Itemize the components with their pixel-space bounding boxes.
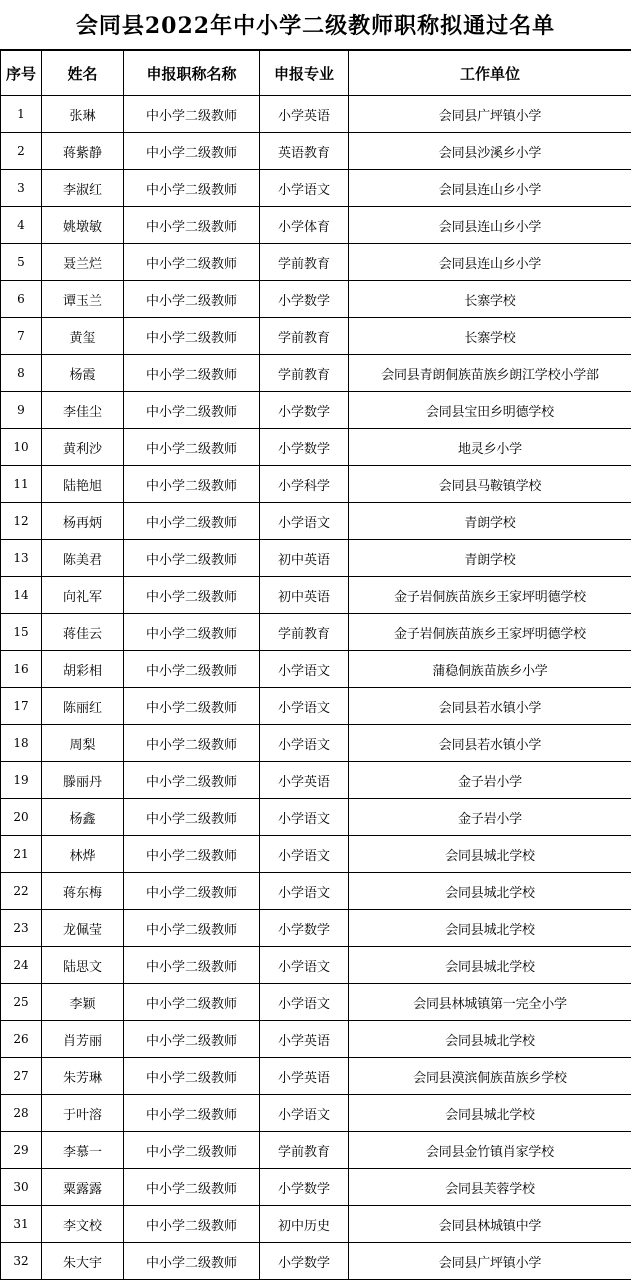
- cell-index: 25: [1, 984, 42, 1021]
- cell-title-applied: 中小学二级教师: [124, 836, 260, 873]
- cell-title-applied: 中小学二级教师: [124, 947, 260, 984]
- cell-major: 学前教育: [260, 318, 349, 355]
- cell-work-unit: 会同县金竹镇肖家学校: [349, 1132, 631, 1169]
- cell-work-unit: 会同县城北学校: [349, 910, 631, 947]
- cell-index: 4: [1, 207, 42, 244]
- cell-work-unit: 会同县连山乡小学: [349, 170, 631, 207]
- cell-title-applied: 中小学二级教师: [124, 1021, 260, 1058]
- cell-work-unit: 金子岩侗族苗族乡王家坪明德学校: [349, 577, 631, 614]
- cell-major: 学前教育: [260, 614, 349, 651]
- cell-index: 28: [1, 1095, 42, 1132]
- cell-name: 粟露露: [42, 1169, 124, 1206]
- cell-name: 李淑红: [42, 170, 124, 207]
- cell-name: 滕丽丹: [42, 762, 124, 799]
- cell-name: 谭玉兰: [42, 281, 124, 318]
- cell-index: 2: [1, 133, 42, 170]
- cell-major: 英语教育: [260, 133, 349, 170]
- cell-work-unit: 会同县连山乡小学: [349, 244, 631, 281]
- cell-name: 胡彩相: [42, 651, 124, 688]
- cell-title-applied: 中小学二级教师: [124, 799, 260, 836]
- cell-work-unit: 会同县连山乡小学: [349, 207, 631, 244]
- cell-name: 姚墩敏: [42, 207, 124, 244]
- cell-work-unit: 会同县城北学校: [349, 836, 631, 873]
- cell-major: 小学数学: [260, 1169, 349, 1206]
- cell-major: 小学语文: [260, 725, 349, 762]
- cell-title-applied: 中小学二级教师: [124, 762, 260, 799]
- cell-title-applied: 中小学二级教师: [124, 318, 260, 355]
- cell-name: 肖芳丽: [42, 1021, 124, 1058]
- table-row: [1, 170, 631, 207]
- cell-work-unit: 蒲稳侗族苗族乡小学: [349, 651, 631, 688]
- table-row: [1, 392, 631, 429]
- cell-name: 陈丽红: [42, 688, 124, 725]
- cell-major: 小学英语: [260, 1058, 349, 1095]
- cell-work-unit: 金子岩小学: [349, 762, 631, 799]
- cell-index: 17: [1, 688, 42, 725]
- cell-name: 杨鑫: [42, 799, 124, 836]
- cell-major: 小学语文: [260, 836, 349, 873]
- table-row: [1, 1058, 631, 1095]
- table-row: [1, 651, 631, 688]
- cell-title-applied: 中小学二级教师: [124, 207, 260, 244]
- cell-title-applied: 中小学二级教师: [124, 244, 260, 281]
- table-row: [1, 947, 631, 984]
- cell-work-unit: 地灵乡小学: [349, 429, 631, 466]
- cell-name: 张琳: [42, 96, 124, 133]
- cell-work-unit: 青朗学校: [349, 503, 631, 540]
- cell-major: 小学语文: [260, 984, 349, 1021]
- cell-work-unit: 会同县城北学校: [349, 873, 631, 910]
- table-row: [1, 244, 631, 281]
- cell-work-unit: 会同县沙溪乡小学: [349, 133, 631, 170]
- cell-index: 8: [1, 355, 42, 392]
- cell-index: 5: [1, 244, 42, 281]
- cell-major: 小学数学: [260, 281, 349, 318]
- header-name: 姓名: [42, 51, 124, 96]
- table-row: [1, 614, 631, 651]
- table-row: [1, 873, 631, 910]
- cell-major: 小学语文: [260, 1095, 349, 1132]
- table-row: [1, 799, 631, 836]
- cell-name: 杨霞: [42, 355, 124, 392]
- cell-major: 小学英语: [260, 96, 349, 133]
- cell-title-applied: 中小学二级教师: [124, 1132, 260, 1169]
- cell-name: 蒋紫静: [42, 133, 124, 170]
- cell-title-applied: 中小学二级教师: [124, 1058, 260, 1095]
- cell-name: 向礼军: [42, 577, 124, 614]
- table-row: [1, 984, 631, 1021]
- cell-index: 18: [1, 725, 42, 762]
- cell-work-unit: 青朗学校: [349, 540, 631, 577]
- cell-title-applied: 中小学二级教师: [124, 170, 260, 207]
- cell-title-applied: 中小学二级教师: [124, 392, 260, 429]
- cell-major: 学前教育: [260, 355, 349, 392]
- cell-major: 学前教育: [260, 244, 349, 281]
- cell-title-applied: 中小学二级教师: [124, 281, 260, 318]
- cell-name: 李文校: [42, 1206, 124, 1243]
- cell-name: 龙佩莹: [42, 910, 124, 947]
- cell-major: 小学语文: [260, 651, 349, 688]
- cell-work-unit: 会同县广坪镇小学: [349, 96, 631, 133]
- cell-index: 30: [1, 1169, 42, 1206]
- cell-major: 小学数学: [260, 910, 349, 947]
- cell-index: 27: [1, 1058, 42, 1095]
- cell-index: 23: [1, 910, 42, 947]
- table-row: [1, 96, 631, 133]
- cell-work-unit: 会同县城北学校: [349, 947, 631, 984]
- cell-name: 黄利沙: [42, 429, 124, 466]
- cell-title-applied: 中小学二级教师: [124, 1243, 260, 1280]
- cell-name: 黄玺: [42, 318, 124, 355]
- table-row: [1, 688, 631, 725]
- cell-title-applied: 中小学二级教师: [124, 96, 260, 133]
- cell-major: 初中英语: [260, 577, 349, 614]
- cell-work-unit: 会同县广坪镇小学: [349, 1243, 631, 1280]
- cell-name: 陆艳旭: [42, 466, 124, 503]
- cell-name: 朱芳琳: [42, 1058, 124, 1095]
- cell-major: 初中历史: [260, 1206, 349, 1243]
- cell-work-unit: 会同县林城镇第一完全小学: [349, 984, 631, 1021]
- cell-work-unit: 会同县漠滨侗族苗族乡学校: [349, 1058, 631, 1095]
- cell-name: 李慕一: [42, 1132, 124, 1169]
- table-row: [1, 725, 631, 762]
- cell-index: 32: [1, 1243, 42, 1280]
- cell-name: 朱大宇: [42, 1243, 124, 1280]
- cell-name: 周梨: [42, 725, 124, 762]
- cell-work-unit: 会同县城北学校: [349, 1095, 631, 1132]
- cell-work-unit: 会同县芙蓉学校: [349, 1169, 631, 1206]
- cell-title-applied: 中小学二级教师: [124, 873, 260, 910]
- cell-major: 学前教育: [260, 1132, 349, 1169]
- cell-work-unit: 长寨学校: [349, 281, 631, 318]
- cell-major: 小学语文: [260, 170, 349, 207]
- page-title: 会同县2022年中小学二级教师职称拟通过名单: [0, 0, 631, 50]
- cell-name: 陆思文: [42, 947, 124, 984]
- cell-work-unit: 金子岩小学: [349, 799, 631, 836]
- cell-work-unit: 金子岩侗族苗族乡王家坪明德学校: [349, 614, 631, 651]
- header-work-unit: 工作单位: [349, 51, 631, 96]
- cell-index: 13: [1, 540, 42, 577]
- table-row: [1, 836, 631, 873]
- table-row: [1, 133, 631, 170]
- cell-major: 小学英语: [260, 762, 349, 799]
- cell-index: 24: [1, 947, 42, 984]
- cell-name: 蒋佳云: [42, 614, 124, 651]
- cell-title-applied: 中小学二级教师: [124, 133, 260, 170]
- cell-title-applied: 中小学二级教师: [124, 688, 260, 725]
- cell-name: 蒋东梅: [42, 873, 124, 910]
- header-index: 序号: [1, 51, 42, 96]
- cell-major: 小学语文: [260, 947, 349, 984]
- cell-name: 林烨: [42, 836, 124, 873]
- cell-title-applied: 中小学二级教师: [124, 540, 260, 577]
- cell-name: 于叶溶: [42, 1095, 124, 1132]
- table-row: [1, 281, 631, 318]
- table-row: [1, 910, 631, 947]
- cell-name: 杨再炳: [42, 503, 124, 540]
- cell-work-unit: 会同县宝田乡明德学校: [349, 392, 631, 429]
- cell-title-applied: 中小学二级教师: [124, 429, 260, 466]
- table-row: [1, 577, 631, 614]
- cell-index: 14: [1, 577, 42, 614]
- table-header-row: [1, 51, 631, 96]
- cell-index: 20: [1, 799, 42, 836]
- cell-major: 小学英语: [260, 1021, 349, 1058]
- cell-major: 小学语文: [260, 503, 349, 540]
- cell-title-applied: 中小学二级教师: [124, 651, 260, 688]
- cell-index: 6: [1, 281, 42, 318]
- cell-work-unit: 会同县林城镇中学: [349, 1206, 631, 1243]
- header-major: 申报专业: [260, 51, 349, 96]
- cell-title-applied: 中小学二级教师: [124, 577, 260, 614]
- teacher-list-table: [0, 50, 631, 1280]
- table-row: [1, 762, 631, 799]
- table-row: [1, 466, 631, 503]
- table-row: [1, 1206, 631, 1243]
- cell-work-unit: 会同县青朗侗族苗族乡朗江学校小学部: [349, 355, 631, 392]
- table-row: [1, 1169, 631, 1206]
- cell-major: 小学科学: [260, 466, 349, 503]
- cell-title-applied: 中小学二级教师: [124, 1169, 260, 1206]
- cell-title-applied: 中小学二级教师: [124, 466, 260, 503]
- table-row: [1, 1132, 631, 1169]
- cell-index: 9: [1, 392, 42, 429]
- cell-name: 李佳尘: [42, 392, 124, 429]
- cell-work-unit: 会同县城北学校: [349, 1021, 631, 1058]
- cell-work-unit: 会同县若水镇小学: [349, 688, 631, 725]
- table-row: [1, 1021, 631, 1058]
- cell-major: 初中英语: [260, 540, 349, 577]
- cell-index: 16: [1, 651, 42, 688]
- cell-index: 21: [1, 836, 42, 873]
- cell-work-unit: 会同县马鞍镇学校: [349, 466, 631, 503]
- cell-index: 26: [1, 1021, 42, 1058]
- cell-title-applied: 中小学二级教师: [124, 910, 260, 947]
- cell-major: 小学数学: [260, 429, 349, 466]
- table-row: [1, 429, 631, 466]
- cell-title-applied: 中小学二级教师: [124, 984, 260, 1021]
- cell-work-unit: 会同县若水镇小学: [349, 725, 631, 762]
- cell-title-applied: 中小学二级教师: [124, 614, 260, 651]
- cell-index: 10: [1, 429, 42, 466]
- cell-title-applied: 中小学二级教师: [124, 1206, 260, 1243]
- cell-index: 31: [1, 1206, 42, 1243]
- cell-name: 陈美君: [42, 540, 124, 577]
- table-row: [1, 207, 631, 244]
- cell-major: 小学语文: [260, 873, 349, 910]
- cell-index: 29: [1, 1132, 42, 1169]
- cell-title-applied: 中小学二级教师: [124, 1095, 260, 1132]
- cell-index: 19: [1, 762, 42, 799]
- cell-major: 小学体育: [260, 207, 349, 244]
- cell-index: 1: [1, 96, 42, 133]
- cell-index: 7: [1, 318, 42, 355]
- table-body: [1, 96, 631, 1280]
- cell-name: 李颖: [42, 984, 124, 1021]
- cell-work-unit: 长寨学校: [349, 318, 631, 355]
- cell-index: 11: [1, 466, 42, 503]
- cell-index: 22: [1, 873, 42, 910]
- cell-title-applied: 中小学二级教师: [124, 355, 260, 392]
- cell-title-applied: 中小学二级教师: [124, 503, 260, 540]
- table-row: [1, 355, 631, 392]
- cell-major: 小学语文: [260, 688, 349, 725]
- table-row: [1, 1243, 631, 1280]
- cell-index: 12: [1, 503, 42, 540]
- cell-major: 小学语文: [260, 799, 349, 836]
- table-row: [1, 318, 631, 355]
- cell-major: 小学数学: [260, 392, 349, 429]
- cell-name: 聂兰烂: [42, 244, 124, 281]
- table-row: [1, 503, 631, 540]
- cell-index: 15: [1, 614, 42, 651]
- cell-title-applied: 中小学二级教师: [124, 725, 260, 762]
- table-row: [1, 1095, 631, 1132]
- cell-major: 小学数学: [260, 1243, 349, 1280]
- table-row: [1, 540, 631, 577]
- cell-index: 3: [1, 170, 42, 207]
- header-title-applied: 申报职称名称: [124, 51, 260, 96]
